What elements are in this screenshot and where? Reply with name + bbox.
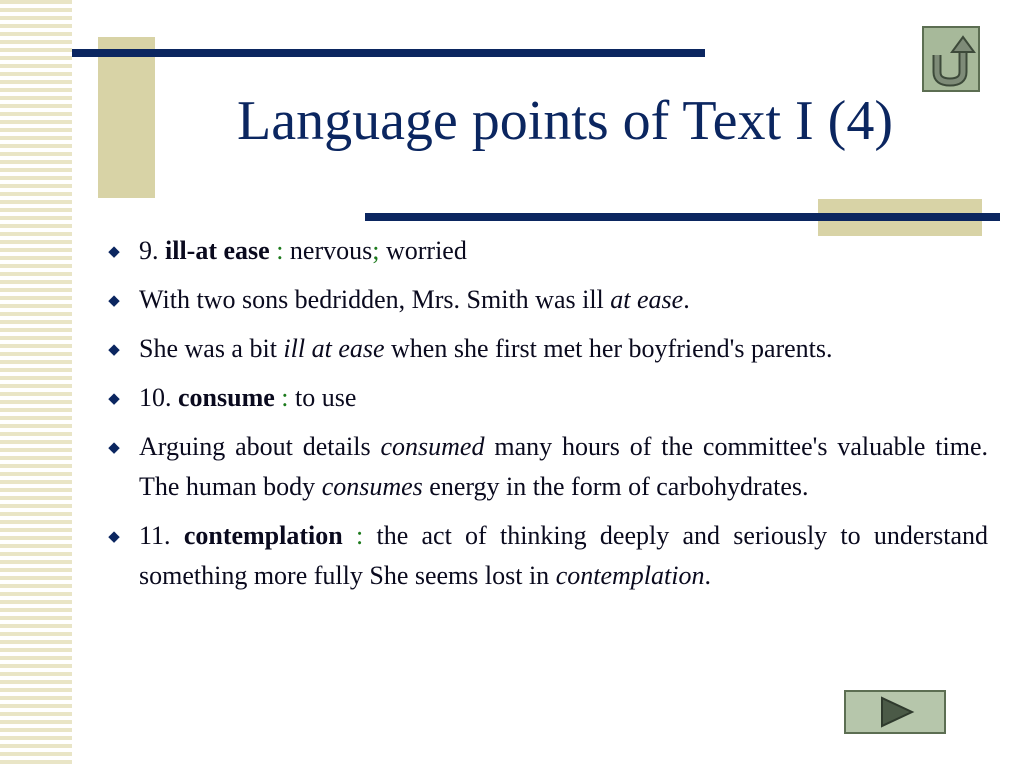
vocab-term: consume <box>178 383 275 412</box>
u-turn-arrow-icon <box>924 28 978 90</box>
bullet-icon: ◆ <box>108 340 120 358</box>
list-item: ◆ 9. ill-at ease : nervous; worried <box>104 231 988 271</box>
bullet-icon: ◆ <box>108 527 120 545</box>
home-button[interactable] <box>922 26 980 92</box>
vocab-term: ill-at ease <box>165 236 270 265</box>
bullet-icon: ◆ <box>108 389 120 407</box>
list-item: ◆ 11. contemplation : the act of thinking deeply and seriously to understand something more fully She seems lost in contemplation. <box>104 516 988 596</box>
list-item: ◆ 10. consume : to use <box>104 378 988 418</box>
left-striped-border <box>0 0 72 768</box>
title-accent-block <box>98 37 155 198</box>
bullet-icon: ◆ <box>108 438 120 456</box>
next-slide-button[interactable] <box>844 690 946 734</box>
slide-title: Language points of Text I (4) <box>237 90 893 152</box>
bullet-list <box>104 231 988 605</box>
list-item: ◆ Arguing about details consumed many hours of the committee's valuable time. The human body consumes energy in the form of carbohydrates. <box>104 427 988 507</box>
bullet-icon: ◆ <box>108 291 120 309</box>
list-item: ◆ With two sons bedridden, Mrs. Smith was ill at ease. <box>104 280 988 320</box>
top-rule <box>72 49 705 57</box>
vocab-term: contemplation <box>183 521 343 550</box>
list-item: ◆ She was a bit ill at ease when she first met her boyfriend's parents. <box>104 329 988 369</box>
play-triangle-icon <box>846 692 944 732</box>
bottom-rule <box>365 213 1000 221</box>
bullet-icon: ◆ <box>108 242 120 260</box>
